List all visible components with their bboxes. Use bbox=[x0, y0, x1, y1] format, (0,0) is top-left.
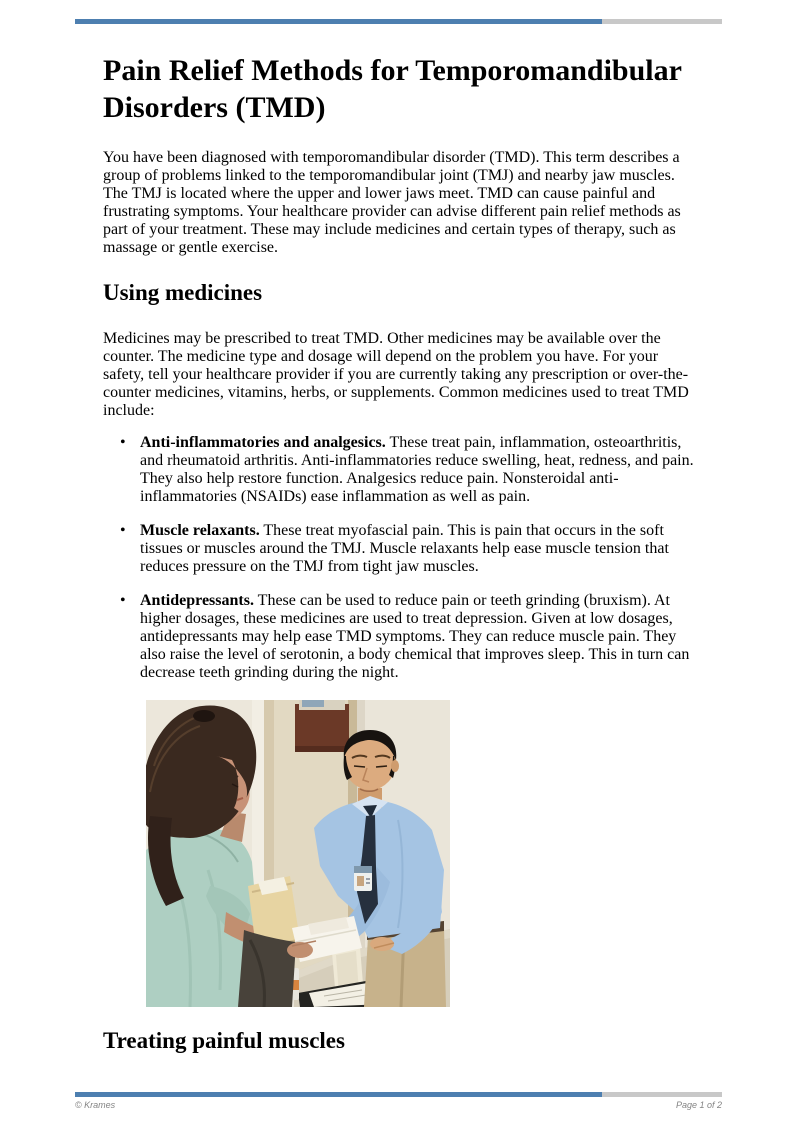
bullet-lead: Antidepressants. bbox=[140, 592, 254, 609]
bullet-item-anti-inflammatories bbox=[103, 434, 699, 506]
bullet-lead: Anti-inflammatories and analgesics. bbox=[140, 434, 386, 451]
page-number: Page 1 of 2 bbox=[675, 1100, 722, 1110]
footer-rule bbox=[75, 1092, 722, 1097]
header-rule-accent bbox=[75, 19, 602, 24]
exam-room-photo bbox=[146, 700, 450, 1007]
header-rule bbox=[75, 19, 722, 24]
bullet-text: These can be used to reduce pain or teeth grinding (bruxism). At higher dosages, these medicines are used to treat depression. Given at low dosages, antidepressants may help ease TMD symptoms. They can reduce muscle pain. They also raise the level of serotonin, a body chemical that improves sleep. This in turn can decrease teeth grinding during the night. bbox=[140, 592, 690, 681]
page-footer bbox=[75, 1100, 722, 1110]
bullet-lead: Muscle relaxants. bbox=[140, 522, 260, 539]
section-heading-treating-painful-muscles: Treating painful muscles bbox=[103, 1028, 345, 1053]
document-title: Pain Relief Methods for Temporomandibular Disorders (TMD) bbox=[103, 54, 682, 124]
section-heading-using-medicines: Using medicines bbox=[103, 280, 263, 305]
footer-rule-accent bbox=[75, 1092, 602, 1097]
bullet-text: These treat pain, inflammation, osteoarthritis, and rheumatoid arthritis. Anti-inflammatories reduce swelling, heat, redness, and pain. They also help restore function. Analgesics reduce pain. Nonsteroidal anti-inflammatories (NSAIDs) ease inflammation as well as pain. bbox=[140, 434, 694, 505]
medicines-paragraph: Medicines may be prescribed to treat TMD. Other medicines may be available over the counter. The medicine type and dosage will depend on the problem you have. For your safety, tell your healthcare provider if you are currently taking any prescription or over-the-counter medicines, vitamins, herbs, or supplements. Common medicines used to treat TMD include: bbox=[103, 330, 689, 419]
medicines-bullet-list bbox=[103, 434, 699, 698]
copyright-text: © Krames bbox=[75, 1100, 116, 1110]
intro-paragraph: You have been diagnosed with temporomandibular disorder (TMD). This term describes a group of problems linked to the temporomandibular joint (TMJ) and nearby jaw muscles. The TMJ is located where the upper and lower jaws meet. TMD can cause painful and frustrating symptoms. Your healthcare provider can advise different pain relief methods as part of your treatment. These may include medicines and certain types of therapy, such as massage or gentle exercise. bbox=[103, 149, 681, 256]
bullet-text: These treat myofascial pain. This is pain that occurs in the soft tissues or muscles around the TMJ. Muscle relaxants help ease muscle tension that reduces pressure on the TMJ from tight jaw muscles. bbox=[140, 522, 669, 575]
bullet-item-muscle-relaxants bbox=[103, 522, 699, 576]
exam-room-photo-illustration bbox=[146, 700, 450, 1007]
bullet-item-antidepressants bbox=[103, 592, 699, 682]
